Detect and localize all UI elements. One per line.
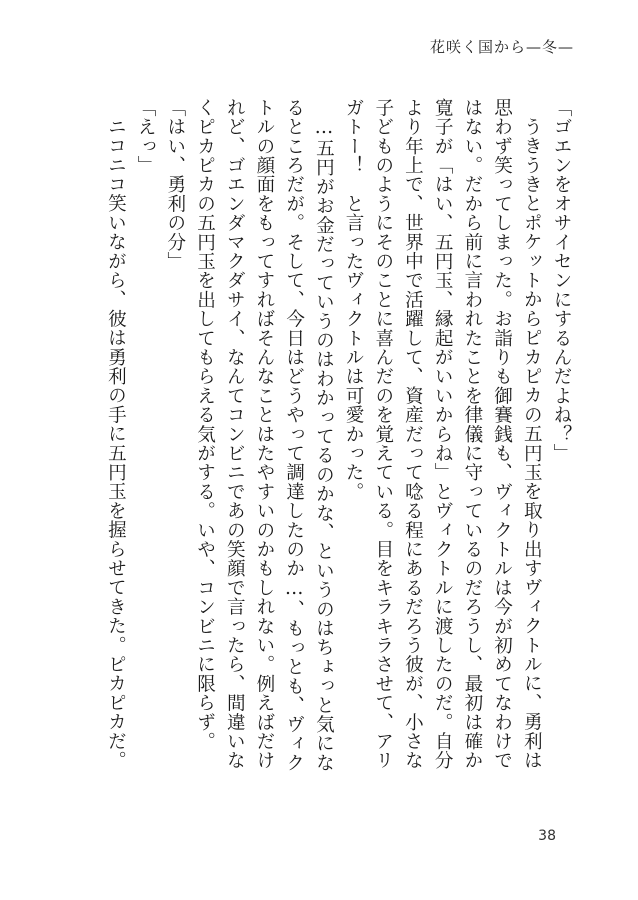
vertical-body-text (101, 98, 576, 788)
paragraph-narration-convenience-store: …五円がお金だっていうのはわかってるのかな、というのはちょっと気になるところだが。そして、今日はどうやって調達したのか…、もっとも、ヴィクトルの顔面をもってすればそんなことはたやすいのかもしれない。例えばだけれど、ゴエンダマクダサイ、なんてコンビニであの笑顔で言ったら、間違いなくピカピカの五円玉を出してもらえる気がする。いや、コンビニに限らず。 (194, 98, 335, 773)
paragraph-dialogue-eh: 「えっ」 (135, 98, 157, 175)
paragraph-narration-coin-handed: ニコニコ笑いながら、彼は勇利の手に五円玉を握らせてきた。ピカピカだ。 (105, 116, 127, 770)
paragraph-dialogue-goen: 「ゴエンをオサイセンにするんだよね？」 (551, 98, 572, 463)
paragraph-narration-pocket: うきうきとポケットからピカピカの五円玉を取り出すヴィクトルに、勇利は思わず笑ってしまった。お詣りも御賽銭も、ヴィクトルは今が初めてなわけではない。だから前に言われたことを律儀に守っているのだろうし、最初は確か寛子が「はい、五円玉、縁起がいいからね」とヴィクトルに渡したのだ。自分より年上で、世界中で活躍して、資産だって唸る程にあるだろう彼が、小さな子どものようにそのことに喜んだのを覚えている。目をキラキラさせて、アリガトー！ と言ったヴィクトルは可愛かった。 (343, 98, 543, 770)
running-header-title: 花咲く国から—冬— (429, 38, 574, 56)
page-number: 38 (538, 828, 556, 844)
paragraph-dialogue-yuri-share: 「はい、勇利の分」 (164, 98, 186, 271)
